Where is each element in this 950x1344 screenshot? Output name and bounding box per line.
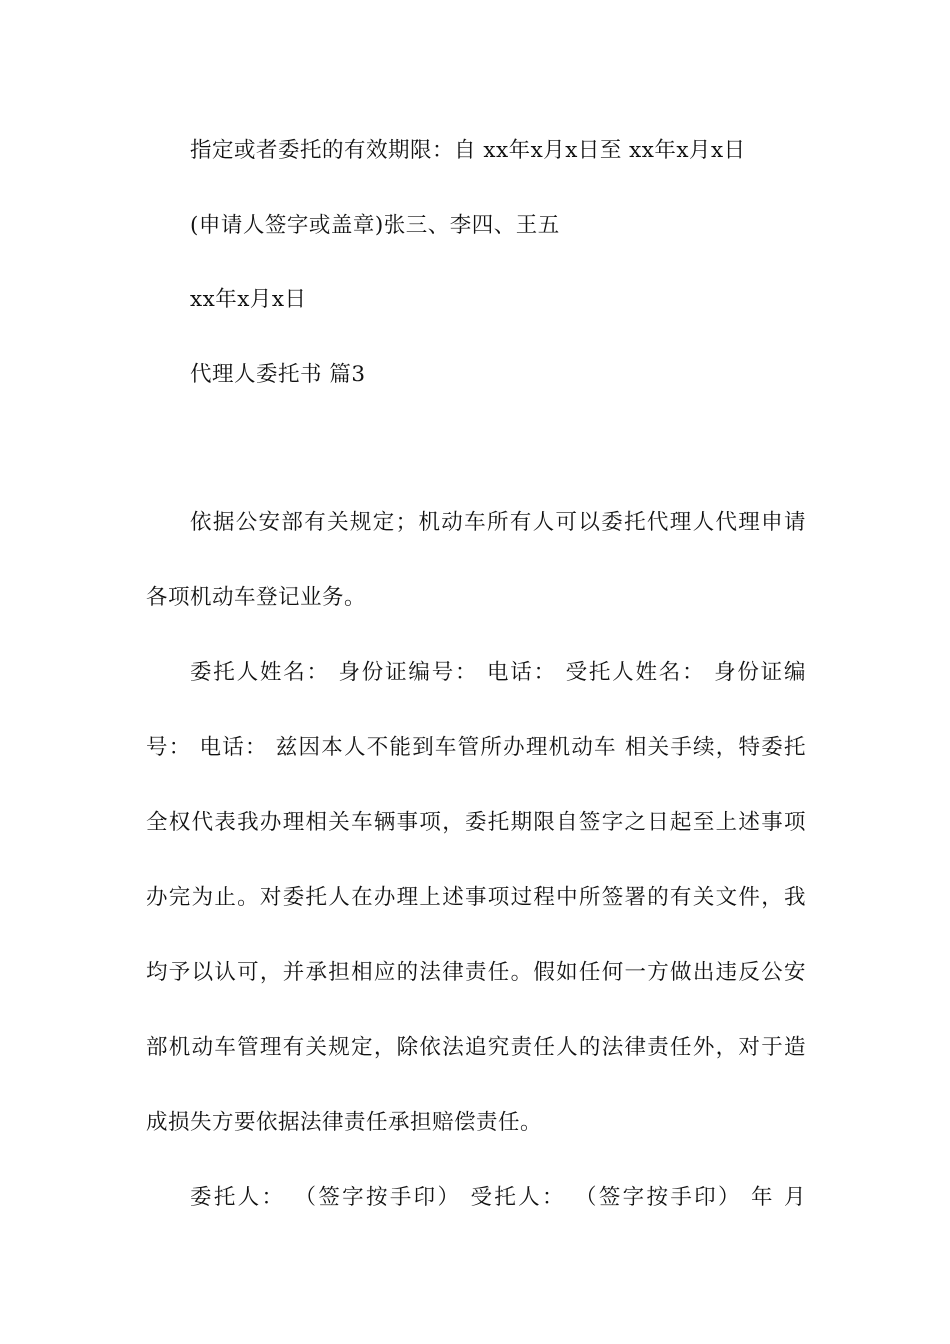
paragraph-2-line-4: 办完为止。对委托人在办理上述事项过程中所签署的有关文件，我 bbox=[146, 885, 806, 910]
paragraph-2-line-6: 部机动车管理有关规定，除依法追究责任人的法律责任外，对于造 bbox=[146, 1035, 806, 1060]
paragraph-2-line-1: 委托人姓名： 身份证编号： 电话： 受托人姓名： 身份证编 bbox=[190, 660, 806, 685]
section-heading: 代理人委托书 篇3 bbox=[190, 362, 366, 387]
applicant-signature-line: (申请人签字或盖章)张三、李四、王五 bbox=[190, 213, 560, 238]
signature-line: 委托人： （签字按手印） 受托人： （签字按手印） 年 月 bbox=[190, 1185, 806, 1210]
paragraph-2-line-7: 成损失方要依据法律责任承担赔偿责任。 bbox=[146, 1110, 543, 1135]
date-line: xx年x月x日 bbox=[190, 287, 307, 312]
paragraph-1-line-2: 各项机动车登记业务。 bbox=[146, 585, 367, 610]
paragraph-2-line-2: 号： 电话： 兹因本人不能到车管所办理机动车 相关手续，特委托 bbox=[146, 735, 806, 760]
validity-period-line: 指定或者委托的有效期限：自 xx年x月x日至 xx年x月x日 bbox=[190, 138, 746, 163]
paragraph-1-line-1: 依据公安部有关规定；机动车所有人可以委托代理人代理申请 bbox=[190, 510, 806, 535]
paragraph-2-line-5: 均予以认可，并承担相应的法律责任。假如任何一方做出违反公安 bbox=[146, 960, 806, 985]
paragraph-2-line-3: 全权代表我办理相关车辆事项，委托期限自签字之日起至上述事项 bbox=[146, 810, 806, 835]
